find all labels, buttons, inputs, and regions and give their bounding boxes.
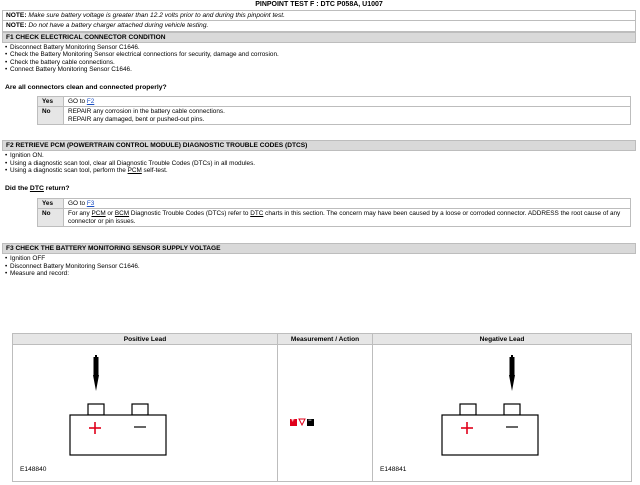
step-f1-answer-table: [37, 96, 631, 126]
list-item: • Ignition ON.: [5, 152, 636, 159]
measurement-action-header: Measurement / Action: [278, 334, 373, 345]
text: charts in this section. The concern may have been caused by a loose or corroded connector. ADDRESS the root cause of any connector or pin issues.: [68, 210, 621, 225]
note-label: NOTE:: [6, 22, 27, 29]
no-label: No: [38, 209, 64, 227]
table-row: [13, 345, 632, 482]
step-f2-answer-table: [37, 198, 631, 228]
battery-negative-probe-icon: [430, 347, 540, 459]
no-text-line: REPAIR any corrosion in the battery cable connections.: [68, 108, 225, 116]
text: For any: [68, 210, 92, 218]
no-action: [64, 107, 631, 125]
pcm-abbr[interactable]: PCM: [127, 167, 142, 175]
list-item: • Check the Battery Monitoring Sensor electrical connections for security, damage and corrosion.: [5, 51, 636, 58]
text: or: [105, 210, 115, 218]
battery-positive-probe-icon: [58, 347, 168, 459]
yes-label: Yes: [38, 198, 64, 209]
positive-lead-cell: [13, 345, 278, 482]
note-label: NOTE:: [6, 12, 27, 19]
text: Using a diagnostic scan tool, perform the: [10, 167, 128, 175]
text: Did the: [5, 184, 30, 192]
dtc-abbr[interactable]: DTC: [250, 210, 264, 218]
pinpoint-test-document: [2, 0, 636, 278]
list-item: • Check the battery cable connections.: [5, 59, 636, 66]
volt-drop-triangle-icon: [298, 418, 306, 426]
no-text-line: REPAIR any damaged, bent or pushed-out pins.: [68, 115, 205, 123]
step-f3-heading: F3 CHECK THE BATTERY MONITORING SENSOR SUPPLY VOLTAGE: [2, 243, 636, 254]
step-f3-actions: [2, 255, 636, 277]
no-action: [64, 209, 631, 227]
list-item: • Disconnect Battery Monitoring Sensor C1646.: [5, 44, 636, 51]
no-label: No: [38, 107, 64, 125]
list-item: • Connect Battery Monitoring Sensor C1646.: [5, 66, 636, 73]
pcm-abbr[interactable]: PCM: [91, 210, 106, 218]
yes-text: GO to: [68, 97, 87, 105]
bcm-abbr[interactable]: BCM: [114, 210, 130, 218]
list-item: • Using a diagnostic scan tool, clear all Diagnostic Trouble Codes (DTCs) in all modules.: [5, 160, 636, 167]
positive-terminal-icon: [290, 419, 297, 426]
list-item: • Ignition OFF: [5, 255, 636, 262]
dtc-abbr[interactable]: DTC: [29, 184, 44, 192]
figure-id-right: E148841: [380, 466, 407, 473]
list-item: • Disconnect Battery Monitoring Sensor C1646.: [5, 263, 636, 270]
text: return?: [43, 184, 70, 192]
step-f2-question: [5, 185, 636, 193]
meter-symbols: [290, 418, 314, 426]
measurement-action-cell: [278, 345, 373, 482]
table-row: [38, 198, 631, 209]
table-row: [38, 209, 631, 227]
page-title: PINPOINT TEST F : DTC P058A, U1007: [255, 1, 383, 8]
go-to-f3-link[interactable]: F3: [86, 199, 95, 207]
negative-terminal-icon: [307, 419, 314, 426]
note-charger: [2, 21, 636, 32]
step-f1-heading: F1 CHECK ELECTRICAL CONNECTOR CONDITION: [2, 32, 636, 43]
note-voltage: [2, 10, 636, 21]
step-f2-actions: [2, 152, 636, 174]
note-text: Make sure battery voltage is greater than 12.2 volts prior to and during this pinpoint test.: [28, 12, 285, 19]
text: self-test.: [141, 167, 168, 175]
text: Diagnostic Trouble Codes (DTCs) refer to: [129, 210, 251, 218]
figure-id-left: E148840: [20, 466, 47, 473]
measurement-table: [12, 333, 632, 482]
list-item: • Measure and record:: [5, 270, 636, 277]
yes-action: [64, 198, 631, 209]
negative-lead-cell: [373, 345, 632, 482]
step-f1-question: Are all connectors clean and connected properly?: [5, 83, 167, 91]
table-row: [38, 107, 631, 125]
step-f1-actions: [2, 44, 636, 74]
negative-lead-header: Negative Lead: [373, 334, 632, 345]
note-text: Do not have a battery charger attached during vehicle testing.: [28, 22, 209, 29]
list-item: [5, 167, 636, 174]
yes-label: Yes: [38, 96, 64, 107]
table-row: [38, 96, 631, 107]
yes-action: [64, 96, 631, 107]
table-header-row: [13, 334, 632, 345]
step-f2-heading: F2 RETRIEVE PCM (POWERTRAIN CONTROL MODULE) DIAGNOSTIC TROUBLE CODES (DTCS): [2, 140, 636, 151]
go-to-f2-link[interactable]: F2: [86, 97, 95, 105]
positive-lead-header: Positive Lead: [13, 334, 278, 345]
yes-text: GO to: [68, 199, 87, 207]
